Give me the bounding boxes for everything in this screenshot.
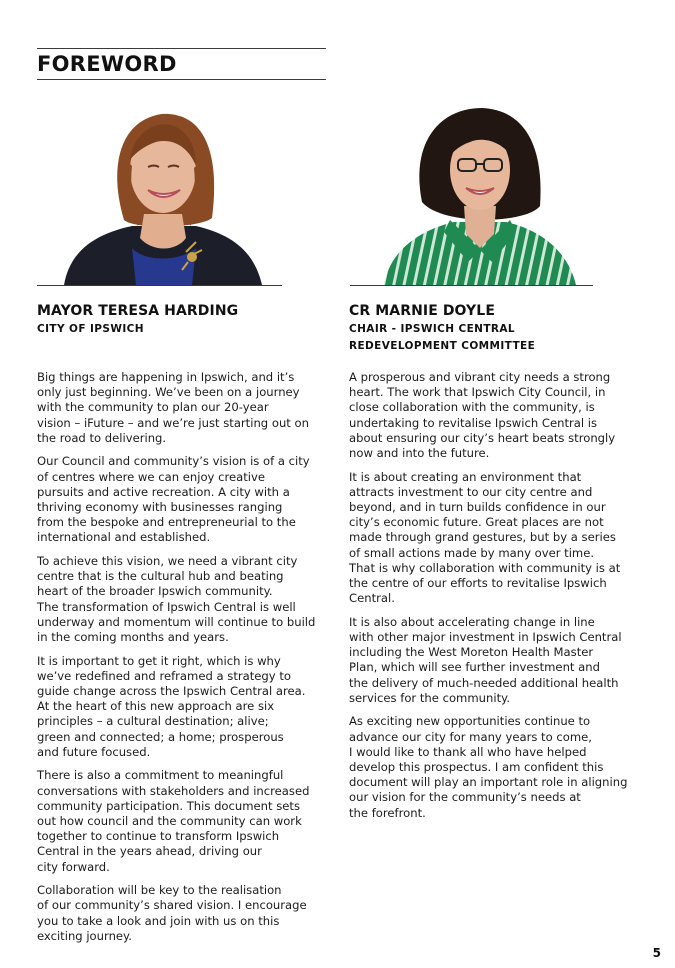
text-line: Big things are happening in Ipswich, and it’s: [37, 370, 295, 384]
text-line: At the heart of this new approach are six: [37, 699, 275, 714]
text-line: It is also about accelerating change in line: [349, 614, 595, 629]
text-line: only just beginning. We’ve been on a journey: [37, 385, 300, 400]
text-line: undertaking to revitalise Ipswich Central is: [349, 415, 598, 430]
text-line: from the bespoke and entrepreneurial to the: [37, 515, 296, 530]
text-line: thriving economy with businesses ranging: [37, 500, 283, 515]
page-number: 5: [652, 946, 661, 960]
right-paragraph: [349, 714, 639, 820]
text-line: city’s economic future. Great places are not: [349, 515, 604, 530]
text-line: we’ve redefined and reframed a strategy to: [37, 668, 291, 683]
page-title: FOREWORD: [37, 52, 177, 76]
text-line: conversations with stakeholders and increased: [37, 783, 310, 798]
mayor-portrait: [62, 102, 267, 285]
text-line: exciting journey.: [37, 928, 132, 943]
right-person-name: CR MARNIE DOYLE: [349, 303, 495, 319]
left-paragraph: [37, 370, 327, 446]
text-line: you to take a look and join with us on this: [37, 913, 280, 928]
text-line: A prosperous and vibrant city needs a strong: [349, 370, 611, 384]
text-line: That is why collaboration with community is at: [349, 560, 621, 575]
text-line: with other major investment in Ipswich Central: [349, 630, 622, 645]
text-line: vision – iFuture – and we’re just starting out on: [37, 415, 309, 430]
text-line: document will play an important role in aligning: [349, 775, 628, 790]
left-paragraph: [37, 768, 327, 874]
text-line: and future focused.: [37, 744, 151, 759]
text-line: about ensuring our city’s heart beats strongly: [349, 430, 616, 445]
right-paragraph: [349, 615, 639, 706]
left-paragraph: [37, 454, 327, 545]
right-role-line: REDEVELOPMENT COMMITTEE: [349, 339, 536, 352]
text-line: the centre of our efforts to revitalise Ipswich: [349, 576, 607, 591]
left-paragraph: [37, 554, 327, 645]
left-body-text: [37, 370, 327, 952]
left-photo-rule: [37, 285, 282, 286]
text-line: It is about creating an environment that: [349, 469, 582, 484]
text-line: of centres where we can enjoy creative: [37, 469, 265, 484]
text-line: the delivery of much-needed additional health: [349, 675, 619, 690]
text-line: made through grand gestures, but by a series: [349, 530, 616, 545]
text-line: The transformation of Ipswich Central is well: [37, 599, 296, 614]
right-paragraph: [349, 370, 639, 461]
text-line: Central in the years ahead, driving our: [37, 844, 262, 859]
text-line: heart of the broader Ipswich community.: [37, 584, 273, 599]
text-line: in the coming months and years.: [37, 630, 229, 645]
text-line: city forward.: [37, 859, 110, 874]
text-line: community participation. This document sets: [37, 798, 301, 813]
text-line: with the community to plan our 20-year: [37, 400, 269, 415]
text-line: As exciting new opportunities continue to: [349, 714, 591, 729]
text-line: green and connected; a home; prosperous: [37, 729, 284, 744]
text-line: guide change across the Ipswich Central area.: [37, 684, 306, 699]
title-rule-top: [37, 48, 326, 49]
text-line: I would like to thank all who have helped: [349, 744, 587, 759]
right-role-line: CHAIR - IPSWICH CENTRAL: [349, 323, 516, 335]
text-line: the forefront.: [349, 805, 426, 820]
text-line: of our community’s shared vision. I encourage: [37, 898, 307, 913]
text-line: out how council and the community can work: [37, 814, 302, 829]
left-role-line: CITY OF IPSWICH: [37, 323, 144, 335]
left-person-role: [37, 321, 144, 338]
right-paragraph: [349, 470, 639, 607]
text-line: Central.: [349, 591, 395, 606]
right-photo-rule: [350, 285, 593, 286]
text-line: together to continue to transform Ipswich: [37, 829, 280, 844]
text-line: principles – a cultural destination; alive;: [37, 714, 269, 729]
left-paragraph: [37, 883, 327, 944]
text-line: centre that is the cultural hub and beating: [37, 569, 284, 584]
text-line: international and established.: [37, 530, 211, 545]
text-line: the road to delivering.: [37, 430, 167, 445]
text-line: There is also a commitment to meaningful: [37, 768, 284, 783]
left-paragraph: [37, 654, 327, 760]
right-body-text: [349, 370, 639, 829]
chair-portrait: [380, 102, 580, 285]
text-line: beyond, and in turn builds confidence in our: [349, 500, 606, 515]
text-line: pursuits and active recreation. A city with a: [37, 484, 290, 499]
text-line: including the West Moreton Health Master: [349, 645, 594, 660]
text-line: our vision for the community’s needs at: [349, 790, 581, 805]
text-line: develop this prospectus. I am confident this: [349, 760, 604, 775]
title-rule-bottom: [37, 79, 326, 80]
text-line: Plan, which will see further investment and: [349, 660, 600, 675]
text-line: heart. The work that Ipswich City Council, in: [349, 385, 606, 400]
text-line: Our Council and community’s vision is of a city: [37, 454, 310, 469]
text-line: advance our city for many years to come,: [349, 729, 592, 744]
text-line: now and into the future.: [349, 446, 490, 461]
text-line: Collaboration will be key to the realisation: [37, 883, 282, 898]
text-line: It is important to get it right, which is why: [37, 653, 281, 668]
text-line: underway and momentum will continue to build: [37, 614, 316, 629]
right-person-role: [349, 321, 535, 354]
text-line: To achieve this vision, we need a vibrant city: [37, 554, 298, 569]
text-line: close collaboration with the community, is: [349, 400, 595, 415]
left-person-name: MAYOR TERESA HARDING: [37, 303, 239, 319]
text-line: attracts investment to our city centre and: [349, 484, 593, 499]
text-line: services for the community.: [349, 690, 511, 705]
text-line: of small actions made by many over time.: [349, 545, 595, 560]
